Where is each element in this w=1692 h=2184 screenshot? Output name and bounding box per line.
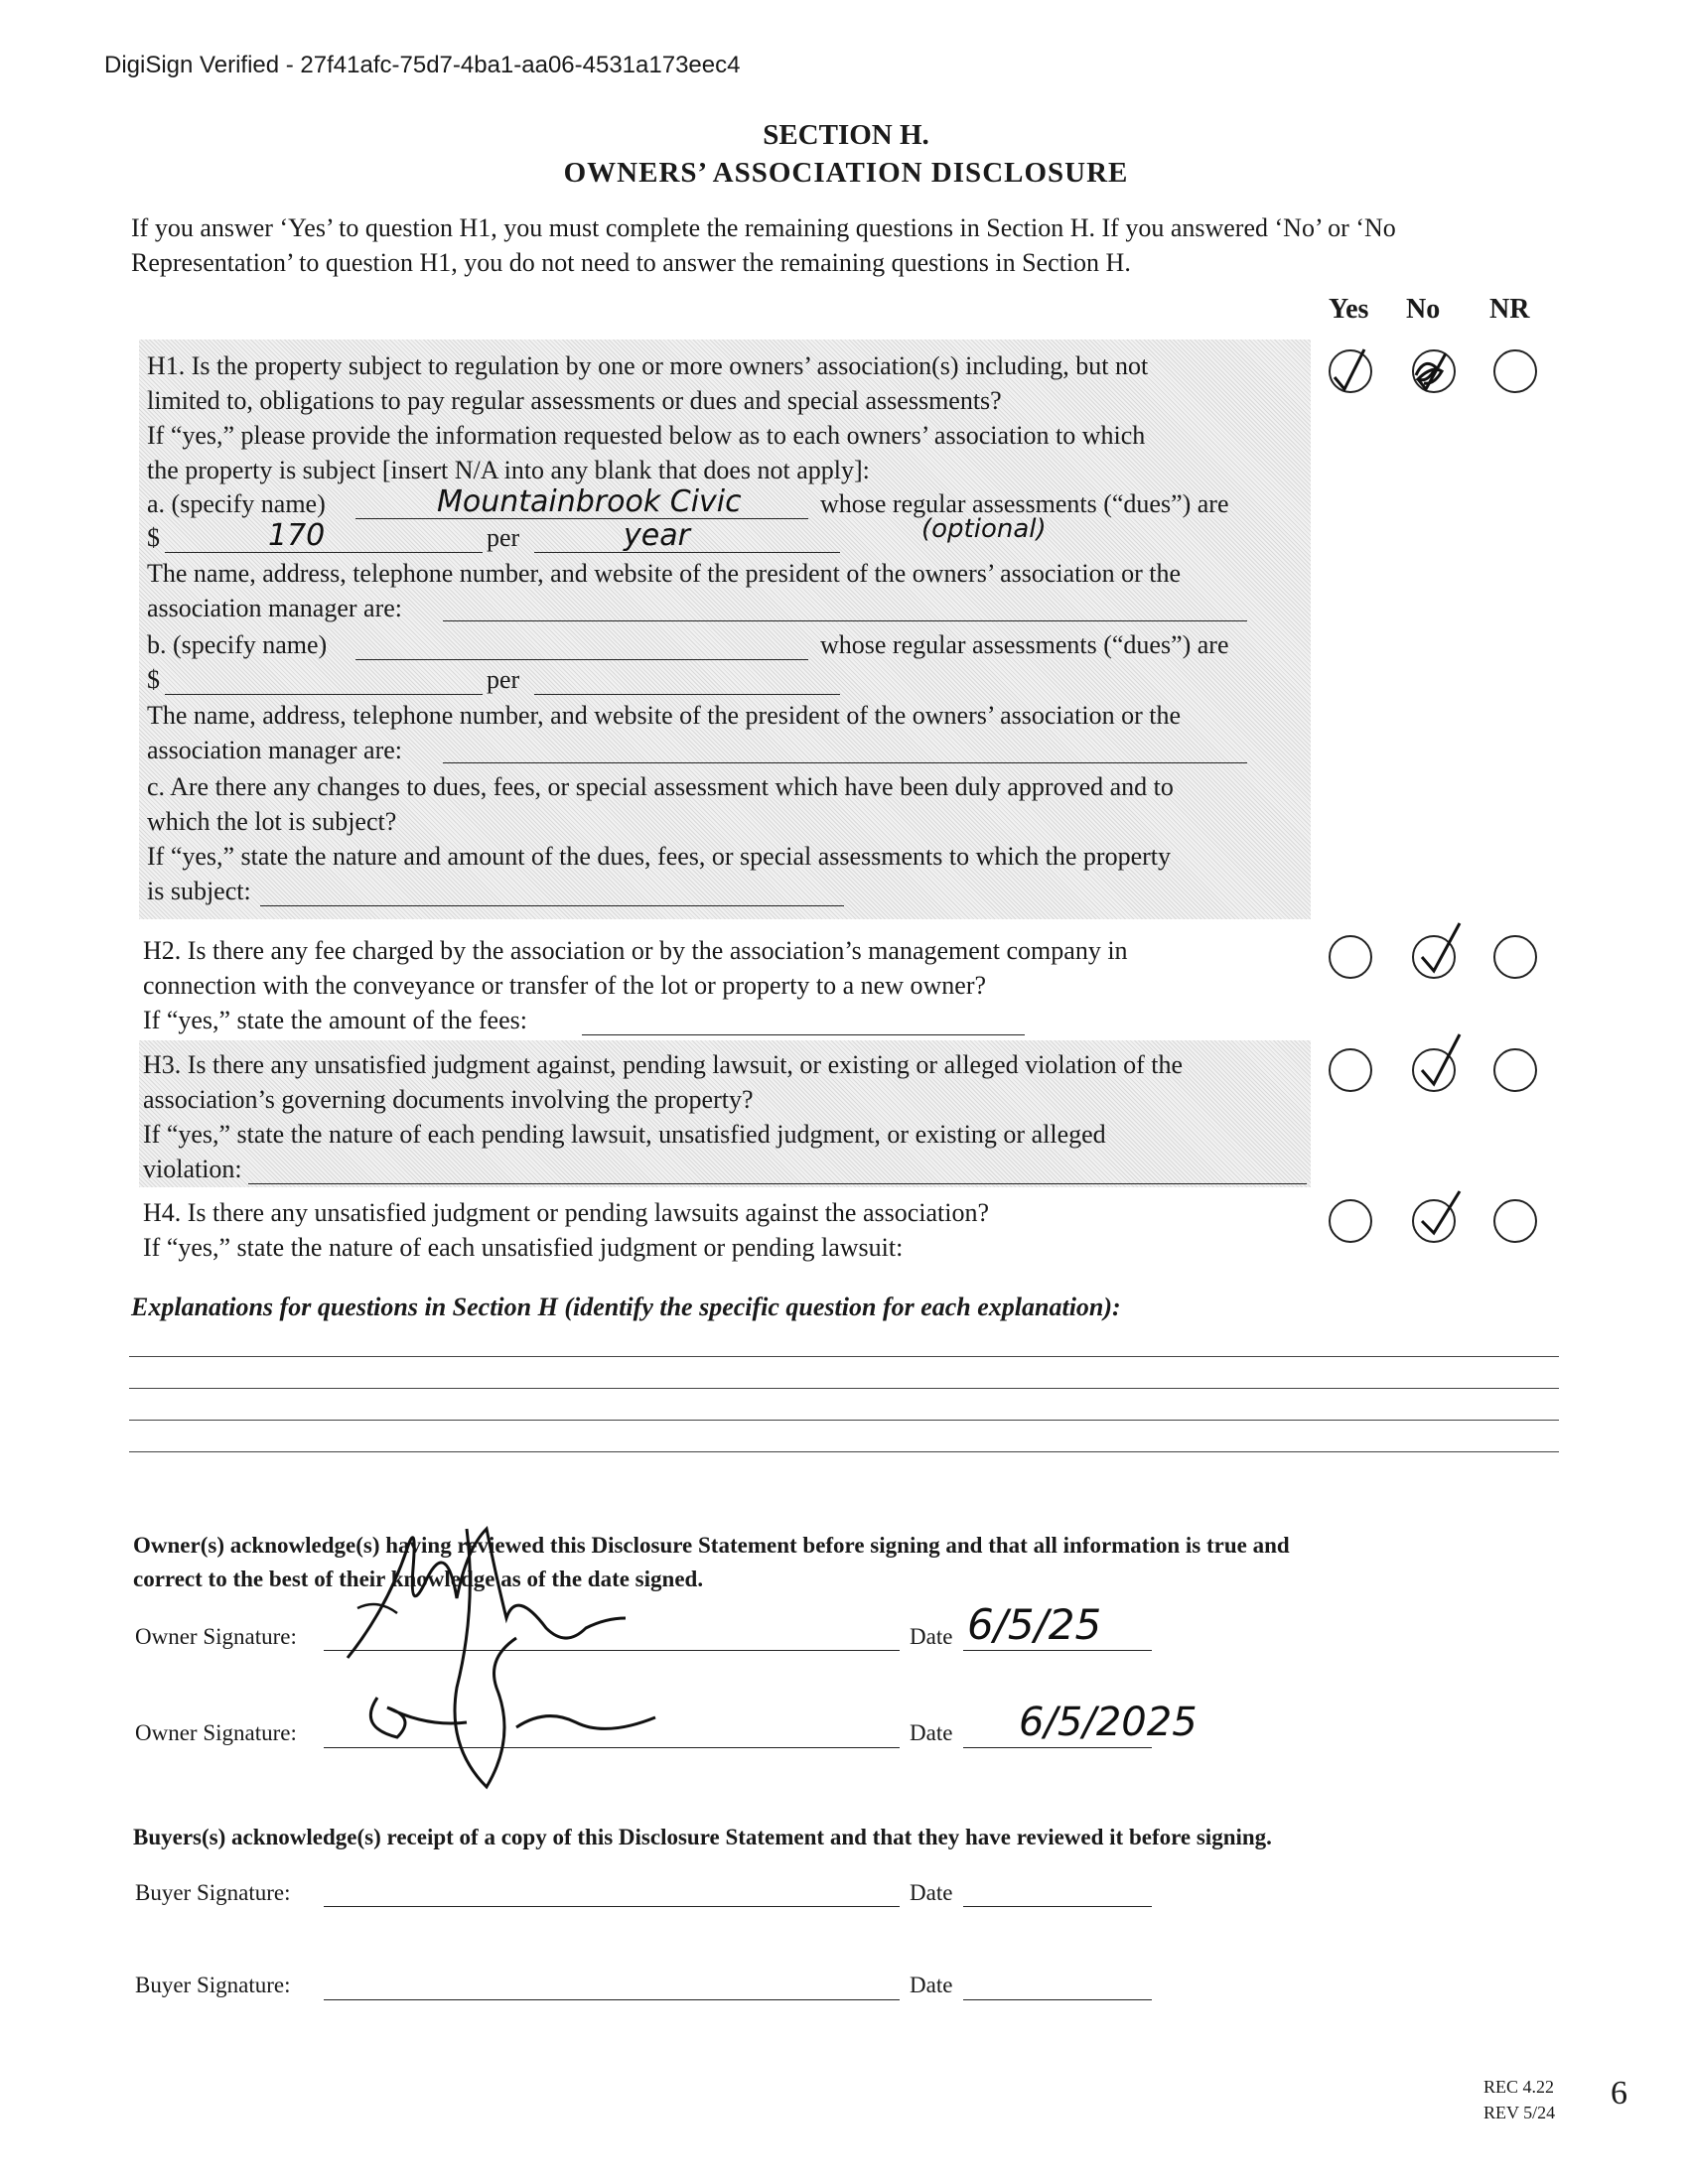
intro-text-line2: Representation’ to question H1, you do not need to answer the remaining questions in Section H. (131, 248, 1131, 277)
h1-nr-radio[interactable] (1493, 349, 1537, 393)
h1c-line1: c. Are there any changes to dues, fees, or special assessment which have been duly approved and to (147, 772, 1174, 801)
h1a-optional-note: (optional) (921, 514, 1047, 544)
column-no: No (1406, 294, 1441, 325)
h1a-per-value: year (624, 518, 690, 553)
h1a-president-line2: association manager are: (147, 594, 402, 622)
h1a-per-field[interactable] (534, 518, 840, 553)
owner1-date-field[interactable] (963, 1600, 1152, 1651)
h1b-amount-field[interactable] (165, 664, 483, 695)
h1-question-line3: If “yes,” please provide the information requested below as to each owners’ association to which (147, 421, 1146, 450)
h2-question-line2: connection with the conveyance or transfer of the lot or property to a new owner? (143, 971, 987, 1000)
owner-signatures-drawing (318, 1489, 735, 1817)
buyer1-signature-label: Buyer Signature: (135, 1880, 291, 1905)
h2-fees-field[interactable] (582, 1005, 1025, 1035)
h1-question-line1: H1. Is the property subject to regulation by one or more owners’ association(s) including, but not (147, 351, 1149, 380)
explanations-heading: Explanations for questions in Section H (identify the specific question for each explanation): (131, 1293, 1121, 1321)
explanation-line-2[interactable] (129, 1388, 1559, 1389)
h2-question-line1: H2. Is there any fee charged by the association or by the association’s management company in (143, 936, 1128, 965)
h3-question-line4: violation: (143, 1155, 242, 1183)
explanation-line-1[interactable] (129, 1356, 1559, 1357)
h4-question-line2: If “yes,” state the nature of each unsatisfied judgment or pending lawsuit: (143, 1233, 904, 1262)
owner2-signature-label: Owner Signature: (135, 1720, 297, 1745)
h3-check-mark (1400, 1023, 1480, 1102)
owner1-signature-label: Owner Signature: (135, 1624, 297, 1649)
buyer1-signature-field[interactable] (324, 1878, 900, 1907)
buyer-ack: Buyers(s) acknowledge(s) receipt of a copy of this Disclosure Statement and that they have reviewed it before signing. (133, 1825, 1272, 1849)
owner2-date-label: Date (910, 1720, 953, 1745)
h1a-per-text: per (487, 523, 520, 552)
h1b-per-field[interactable] (534, 664, 840, 695)
h3-yes-radio[interactable] (1329, 1048, 1372, 1092)
h1a-president-field[interactable] (443, 593, 1247, 621)
h1c-line4: is subject: (147, 877, 251, 905)
h3-question-line2: association’s governing documents involving the property? (143, 1085, 754, 1114)
h1a-amount-value: 170 (268, 518, 326, 553)
owner1-date-label: Date (910, 1624, 953, 1649)
h1b-per-text: per (487, 665, 520, 694)
h3-nr-radio[interactable] (1493, 1048, 1537, 1092)
h2-yes-radio[interactable] (1329, 935, 1372, 979)
buyer1-date-field[interactable] (963, 1878, 1152, 1907)
h1a-president-line1: The name, address, telephone number, and website of the president of the owners’ association or the (147, 559, 1182, 588)
h1-question-line2: limited to, obligations to pay regular assessments or dues and special assessments? (147, 386, 1002, 415)
h3-question-line3: If “yes,” state the nature of each pending lawsuit, unsatisfied judgment, or existing or alleged (143, 1120, 1106, 1149)
buyer2-signature-field[interactable] (324, 1972, 900, 2000)
h3-question-line1: H3. Is there any unsatisfied judgment against, pending lawsuit, or existing or alleged violation of the (143, 1050, 1183, 1079)
h1a-amount-field[interactable] (165, 518, 483, 553)
column-nr: NR (1489, 294, 1530, 325)
h1a-name-field[interactable] (355, 484, 808, 519)
buyer2-signature-label: Buyer Signature: (135, 1973, 291, 1997)
explanation-line-4[interactable] (129, 1451, 1559, 1452)
h1c-line3: If “yes,” state the nature and amount of the dues, fees, or special assessments to which the property (147, 842, 1171, 871)
h1b-whose-text: whose regular assessments (“dues”) are (820, 630, 1229, 659)
h1a-label: a. (specify name) (147, 489, 326, 518)
h1-question-line4: the property is subject [insert N/A into any blank that does not apply]: (147, 456, 870, 484)
section-subtitle: OWNERS’ ASSOCIATION DISCLOSURE (563, 157, 1129, 189)
section-title: SECTION H. (763, 119, 929, 151)
owner2-date-value: 6/5/2025 (1019, 1700, 1198, 1745)
h1b-name-field[interactable] (355, 629, 808, 660)
owner-ack-line2: correct to the best of their knowledge as of the date signed. (133, 1567, 704, 1591)
owner2-date-field[interactable] (963, 1700, 1198, 1748)
h1b-dollar-sign: $ (147, 665, 160, 694)
h1b-label: b. (specify name) (147, 630, 328, 659)
h1c-line2: which the lot is subject? (147, 807, 397, 836)
h4-nr-radio[interactable] (1493, 1199, 1537, 1243)
column-yes: Yes (1329, 294, 1369, 325)
h1b-president-field[interactable] (443, 735, 1247, 763)
h4-question-line1: H4. Is there any unsatisfied judgment or pending lawsuits against the association? (143, 1198, 990, 1227)
page-number: 6 (1611, 2075, 1627, 2112)
verification-stamp: DigiSign Verified - 27f41afc-75d7-4ba1-aa06-4531a173eec4 (104, 52, 741, 78)
owner1-date-value: 6/5/25 (967, 1600, 1102, 1649)
h1b-president-line1: The name, address, telephone number, and website of the president of the owners’ association or the (147, 701, 1182, 730)
h4-yes-radio[interactable] (1329, 1199, 1372, 1243)
h1b-president-line2: association manager are: (147, 736, 402, 764)
footer-rec: REC 4.22 (1483, 2077, 1555, 2097)
buyer1-date-label: Date (910, 1880, 953, 1905)
intro-text-line1: If you answer ‘Yes’ to question H1, you must complete the remaining questions in Section H. If you answered ‘No’ or ‘No (131, 213, 1396, 242)
h1a-dollar-sign: $ (147, 523, 160, 552)
buyer2-date-label: Date (910, 1973, 953, 1997)
h1a-name-value: Mountainbrook Civic (437, 484, 742, 519)
h1a-whose-text: whose regular assessments (“dues”) are (820, 489, 1229, 518)
h3-field[interactable] (248, 1154, 1307, 1184)
h1c-field[interactable] (260, 876, 844, 906)
h2-check-mark (1400, 911, 1480, 991)
h1-check-marks (1321, 328, 1499, 407)
h2-question-line3: If “yes,” state the amount of the fees: (143, 1006, 527, 1034)
owner-ack-line1: Owner(s) acknowledge(s) having reviewed this Disclosure Statement before signing and that all information is true and (133, 1533, 1290, 1558)
explanation-line-3[interactable] (129, 1420, 1559, 1421)
h4-check-mark (1400, 1177, 1480, 1257)
buyer2-date-field[interactable] (963, 1972, 1152, 2000)
footer-rev: REV 5/24 (1483, 2103, 1556, 2122)
h2-nr-radio[interactable] (1493, 935, 1537, 979)
